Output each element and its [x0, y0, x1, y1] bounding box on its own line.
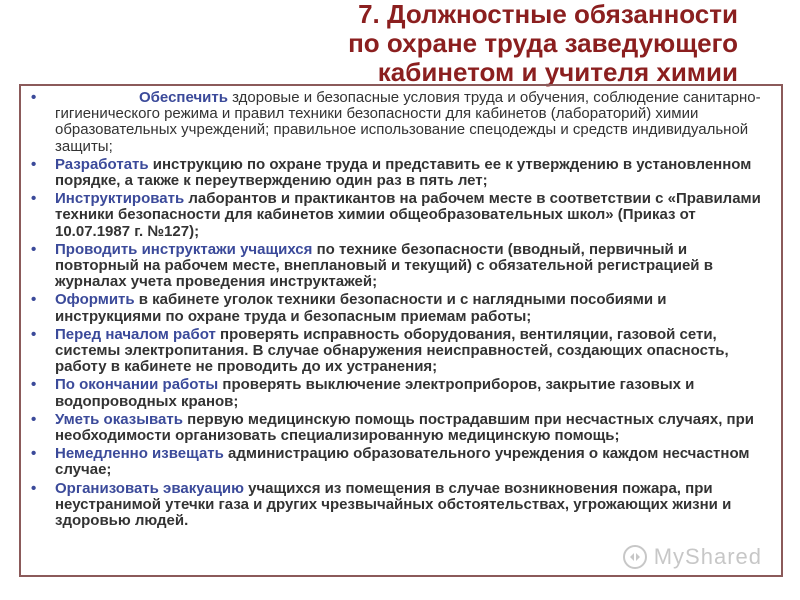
bullet: •	[31, 89, 37, 106]
list-item	[29, 446, 771, 478]
title-line-3: кабинетом и учителя химии	[377, 57, 738, 87]
list-item	[29, 377, 771, 409]
bullet: •	[31, 410, 37, 428]
item-text: здоровые и безопасные условия труда и обучения, соблюдение санитарно-гигиенического режима и правил техники безопасности для кабинетов (лабораторий) химии образовательных учреждений; правильное использование спецодежды и средств индивидуальной защиты;	[55, 89, 761, 155]
bullet: •	[31, 376, 37, 394]
item-text: учащихся из помещения в случае возникновения пожара, при неустранимой утечки газа и других чрезвычайных обстоятельствах, угрожающих жизни и здоровью людей.	[55, 479, 732, 530]
bullet: •	[31, 155, 37, 173]
bullet: •	[31, 325, 37, 343]
slide-title	[348, 0, 738, 87]
item-keyword: Уметь оказывать	[55, 410, 183, 428]
watermark-text: MyShared	[653, 544, 762, 569]
list-item	[29, 292, 771, 324]
bullet: •	[31, 445, 37, 463]
item-text: проверять исправность оборудования, вентиляции, газовой сети, системы электропитания. В случае обнаружения неисправностей, создающих опасность, работу в кабинете не проводить до их устранения;	[55, 325, 729, 376]
duties-list	[19, 84, 783, 577]
bullet: •	[31, 240, 37, 258]
myshared-logo-icon	[622, 544, 648, 570]
item-keyword: Обеспечить	[139, 89, 228, 106]
list-item	[29, 242, 771, 291]
title-line-2: по охране труда заведующего	[348, 28, 738, 58]
item-keyword: Инструктировать	[55, 190, 185, 208]
bullet: •	[31, 479, 37, 497]
list-item	[29, 191, 771, 240]
list-item	[29, 412, 771, 444]
item-keyword: Проводить инструктажи учащихся	[55, 240, 313, 258]
item-keyword: По окончании работы	[55, 376, 219, 394]
watermark	[622, 544, 762, 570]
item-text: первую медицинскую помощь пострадавшим при несчастных случаях, при необходимости организовать специализированную медицинскую помощь;	[55, 410, 754, 445]
item-keyword: Перед началом работ	[55, 325, 216, 343]
item-text: инструкцию по охране труда и представить ее к утверждению в установленном порядке, а также к переутверждению один раз в пять лет;	[55, 155, 752, 190]
list-item	[29, 157, 771, 189]
item-text: лаборантов и практикантов на рабочем месте в соответствии с «Правилами техники безопасности для кабинетов химии общеобразовательных школ» (Приказ от 10.07.1987 г. №127);	[55, 190, 761, 240]
item-text: в кабинете уголок техники безопасности и с наглядными пособиями и инструкциями по охране труда и безопасным приемам работы;	[55, 291, 667, 325]
bullet: •	[31, 190, 37, 208]
title-line-1: 7. Должностные обязанности	[358, 0, 738, 29]
list-item	[29, 90, 771, 155]
item-keyword: Организовать эвакуацию	[55, 479, 244, 497]
item-keyword: Оформить	[55, 291, 135, 309]
list-item	[29, 327, 771, 376]
item-keyword: Разработать	[55, 155, 149, 173]
item-text: администрацию образовательного учреждения о каждом несчастном случае;	[55, 445, 750, 479]
item-text: проверять выключение электроприборов, закрытие газовых и водопроводных кранов;	[55, 376, 695, 410]
bullet: •	[31, 291, 37, 309]
list-item	[29, 481, 771, 530]
item-text: по технике безопасности (вводный, первичный и повторный на рабочем месте, внеплановый и текущий) с обязательной регистрацией в журналах учета проведения инструктажей;	[55, 240, 713, 291]
item-keyword: Немедленно извещать	[55, 445, 224, 463]
